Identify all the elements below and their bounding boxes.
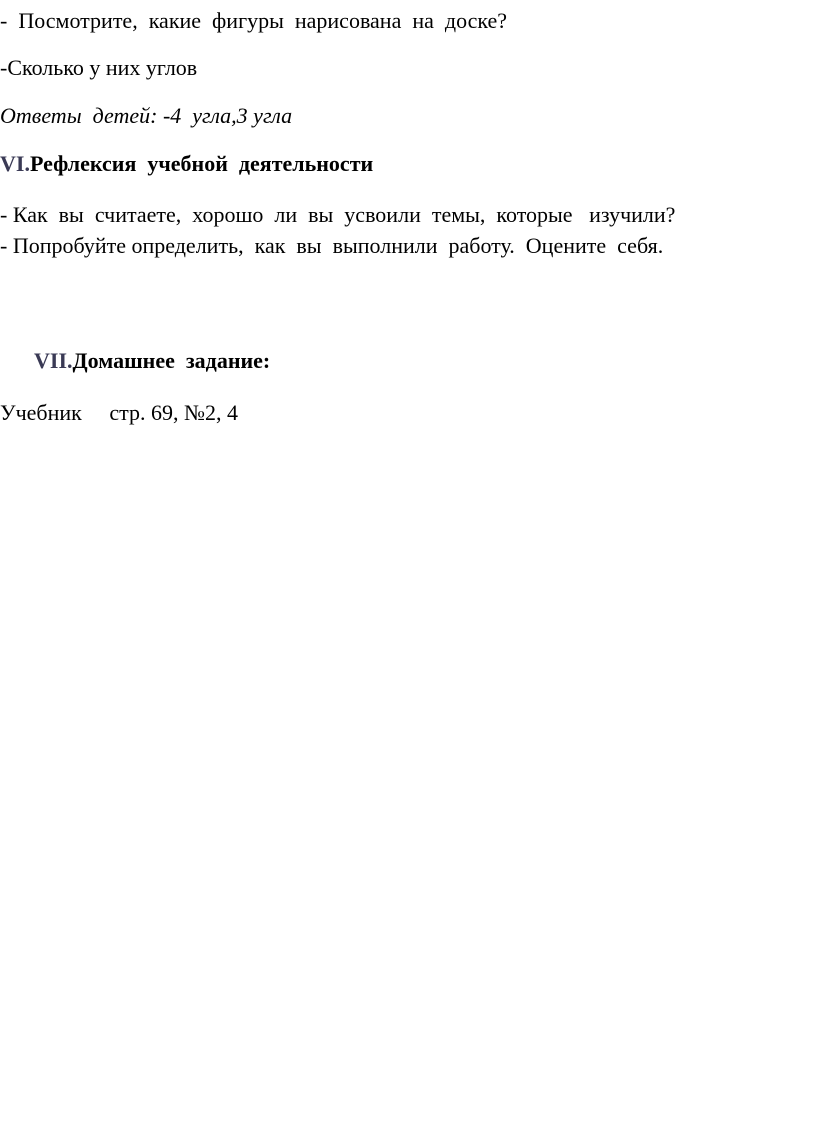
section-vi-number: VI. (0, 151, 30, 176)
homework-text: Учебник стр. 69, №2, 4 (0, 400, 238, 425)
question-angles: -Сколько у них углов (0, 55, 198, 80)
section-vii-number: VII. (34, 348, 73, 373)
section-vi-heading (0, 151, 373, 177)
reflection-question-2: - Попробуйте определить, как вы выполнили работу. Оцените себя. (0, 233, 664, 258)
section-vi-title: Рефлексия учебной деятельности (29, 151, 374, 176)
section-vii-title: Домашнее задание: (72, 348, 271, 373)
reflection-question-1: - Как вы считаете, хорошо ли вы усвоили темы, которые изучили? (0, 202, 676, 227)
question-figures: - Посмотрите, какие фигуры нарисована на доске? (0, 8, 508, 33)
children-answers: Ответы детей: -4 угла,3 угла (0, 103, 293, 128)
section-vii-heading (34, 348, 270, 374)
